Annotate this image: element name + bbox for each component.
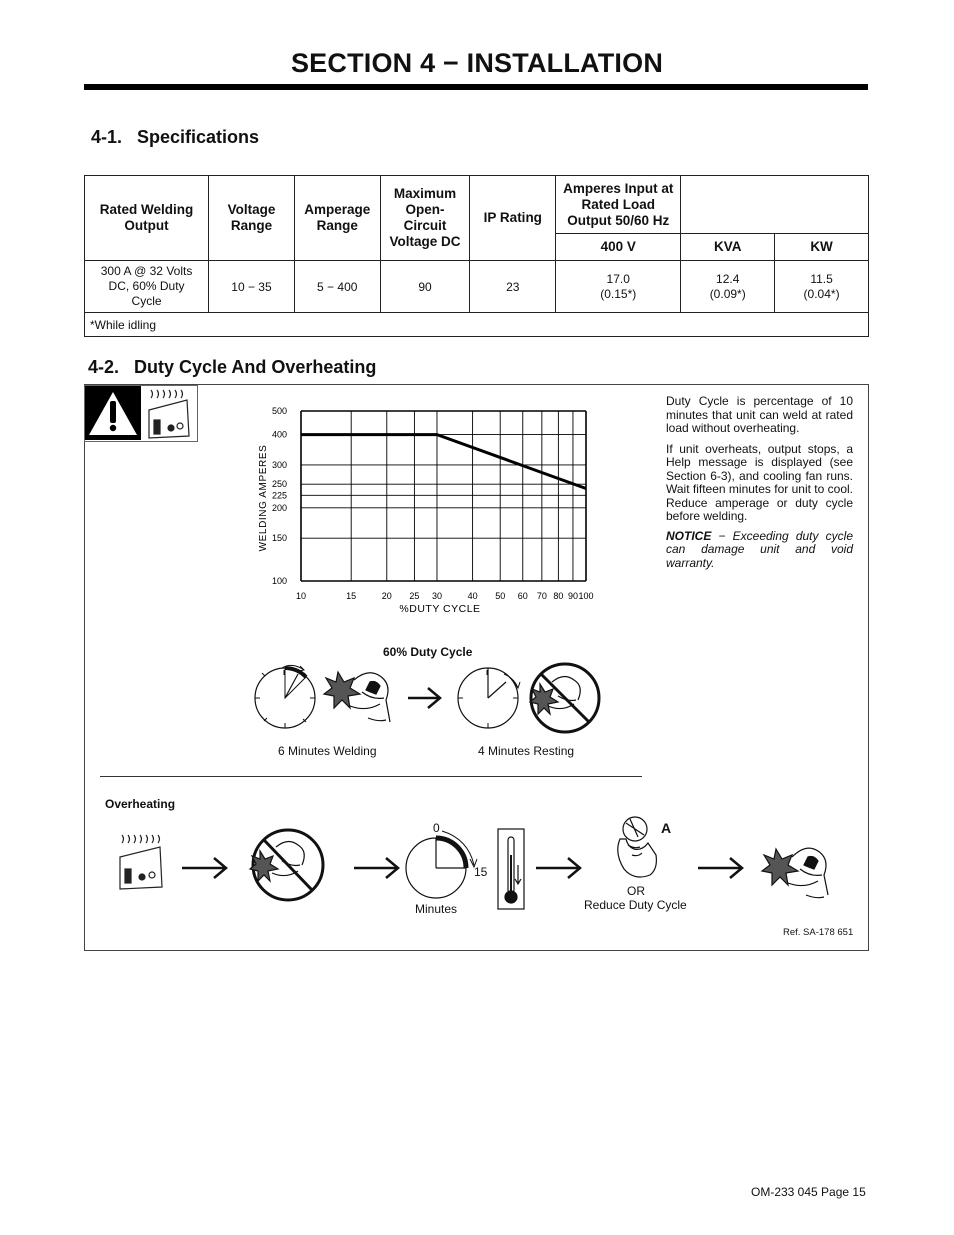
header-rated-output: Rated Welding Output	[85, 176, 209, 261]
hot-unit-icon	[120, 835, 162, 889]
arrow-right-icon	[698, 858, 742, 878]
header-amperage-range: Amperage Range	[294, 176, 380, 261]
title-rule	[84, 84, 868, 90]
warning-icon	[85, 386, 196, 440]
reduce-duty-cycle-label: Reduce Duty Cycle	[584, 898, 687, 912]
y-tick-label: 250	[271, 479, 287, 490]
specifications-heading: 4-1. Specifications	[91, 127, 260, 147]
overheat-description: If unit overheats, output stops, a Help message is displayed (see Section 6-3), and cooling fan runs. Wait fifteen minutes for unit to cool. Reduce amperage or duty cycle before welding.	[666, 441, 853, 523]
welder-icon	[762, 848, 828, 898]
x-tick-label: 20	[381, 591, 392, 601]
arrow-right-icon	[408, 688, 440, 708]
cell-ip-rating: 23	[470, 261, 556, 313]
table-footnote: *While idling	[85, 313, 869, 337]
no-welding-icon	[250, 830, 323, 900]
x-tick-label: 70	[536, 591, 547, 601]
x-tick-label: 80	[553, 591, 564, 601]
clock-welding-icon	[255, 665, 315, 728]
y-tick-label: 200	[271, 502, 287, 513]
or-label: OR	[627, 884, 645, 898]
arrow-right-icon	[536, 858, 580, 878]
subheader-400v: 400 V	[556, 234, 681, 261]
specifications-table	[84, 175, 869, 337]
page-footer: OM-233 045 Page 15	[751, 1185, 866, 1199]
x-tick-label: 30	[431, 591, 442, 601]
cell-kva: 12.4 (0.09*)	[681, 261, 775, 313]
four-minutes-label: 4 Minutes Resting	[478, 744, 575, 758]
x-tick-label: 100	[578, 591, 594, 601]
y-tick-label: 400	[271, 429, 287, 440]
welder-icon	[324, 672, 390, 722]
cell-ocv: 90	[380, 261, 470, 313]
clock-resting-icon	[458, 668, 520, 728]
y-axis-label: WELDING AMPERES	[258, 444, 269, 552]
y-tick-label: 150	[271, 533, 287, 544]
cell-rated-output: 300 A @ 32 Volts DC, 60% Duty Cycle	[85, 261, 209, 313]
subheader-kw: KW	[775, 234, 869, 261]
notice-body: − Exceeding duty cycle can damage unit and void warranty.	[666, 528, 853, 570]
section-title: SECTION 4 − INSTALLATION	[290, 48, 664, 78]
minutes-label: Minutes	[415, 902, 458, 916]
notice-label: NOTICE	[666, 528, 712, 543]
header-ocv: Maximum Open-Circuit Voltage DC	[380, 176, 470, 261]
header-blank	[681, 176, 869, 234]
x-tick-label: 90	[567, 591, 578, 601]
header-amperes-input: Amperes Input at Rated Load Output 50/60 Hz	[556, 176, 681, 234]
arrow-right-icon	[354, 858, 398, 878]
no-welding-icon	[530, 664, 599, 732]
sixty-percent-label: 60% Duty Cycle	[383, 645, 473, 659]
section-divider	[100, 776, 642, 777]
y-tick-label: 225	[271, 490, 287, 501]
timer-icon	[406, 831, 477, 898]
duty-cycle-chart	[250, 400, 610, 620]
six-minutes-label: 6 Minutes Welding	[278, 744, 377, 758]
hot-unit-icon	[149, 390, 189, 438]
cell-voltage-range: 10 − 35	[209, 261, 295, 313]
duty-cycle-definition: Duty Cycle is percentage of 10 minutes that unit can weld at rated load without overheating.	[666, 394, 853, 435]
y-tick-label: 500	[271, 406, 287, 416]
x-tick-label: 10	[295, 591, 307, 601]
y-tick-label: 300	[271, 459, 287, 470]
thermometer-icon	[498, 829, 524, 909]
duty-cycle-heading: 4-2. Duty Cycle And Overheating	[88, 357, 377, 377]
timer-fifteen-label: 15	[474, 865, 488, 879]
x-tick-label: 15	[346, 591, 357, 601]
x-axis-label: %DUTY CYCLE	[399, 603, 481, 615]
cell-kw: 11.5 (0.04*)	[775, 261, 869, 313]
cell-400v: 17.0 (0.15*)	[556, 261, 681, 313]
y-tick-label: 100	[271, 576, 287, 586]
duty-cycle-description	[666, 395, 853, 570]
duty-cycle-series-line	[301, 435, 586, 489]
x-tick-label: 60	[517, 591, 528, 601]
duty-cycle-illustration	[250, 660, 610, 740]
notice-text	[666, 530, 853, 571]
arrow-right-icon	[182, 858, 226, 878]
x-tick-label: 50	[495, 591, 506, 601]
x-tick-label: 40	[467, 591, 478, 601]
callout-a: A	[661, 820, 672, 836]
header-ip-rating: IP Rating	[470, 176, 556, 261]
cell-amperage-range: 5 − 400	[294, 261, 380, 313]
x-tick-label: 25	[409, 591, 420, 601]
adjust-knob-hand-icon	[618, 817, 657, 877]
overheating-label: Overheating	[105, 797, 176, 811]
header-voltage-range: Voltage Range	[209, 176, 295, 261]
timer-zero-label: 0	[433, 821, 440, 835]
reference-label: Ref. SA-178 651	[783, 927, 854, 938]
subheader-kva: KVA	[681, 234, 775, 261]
